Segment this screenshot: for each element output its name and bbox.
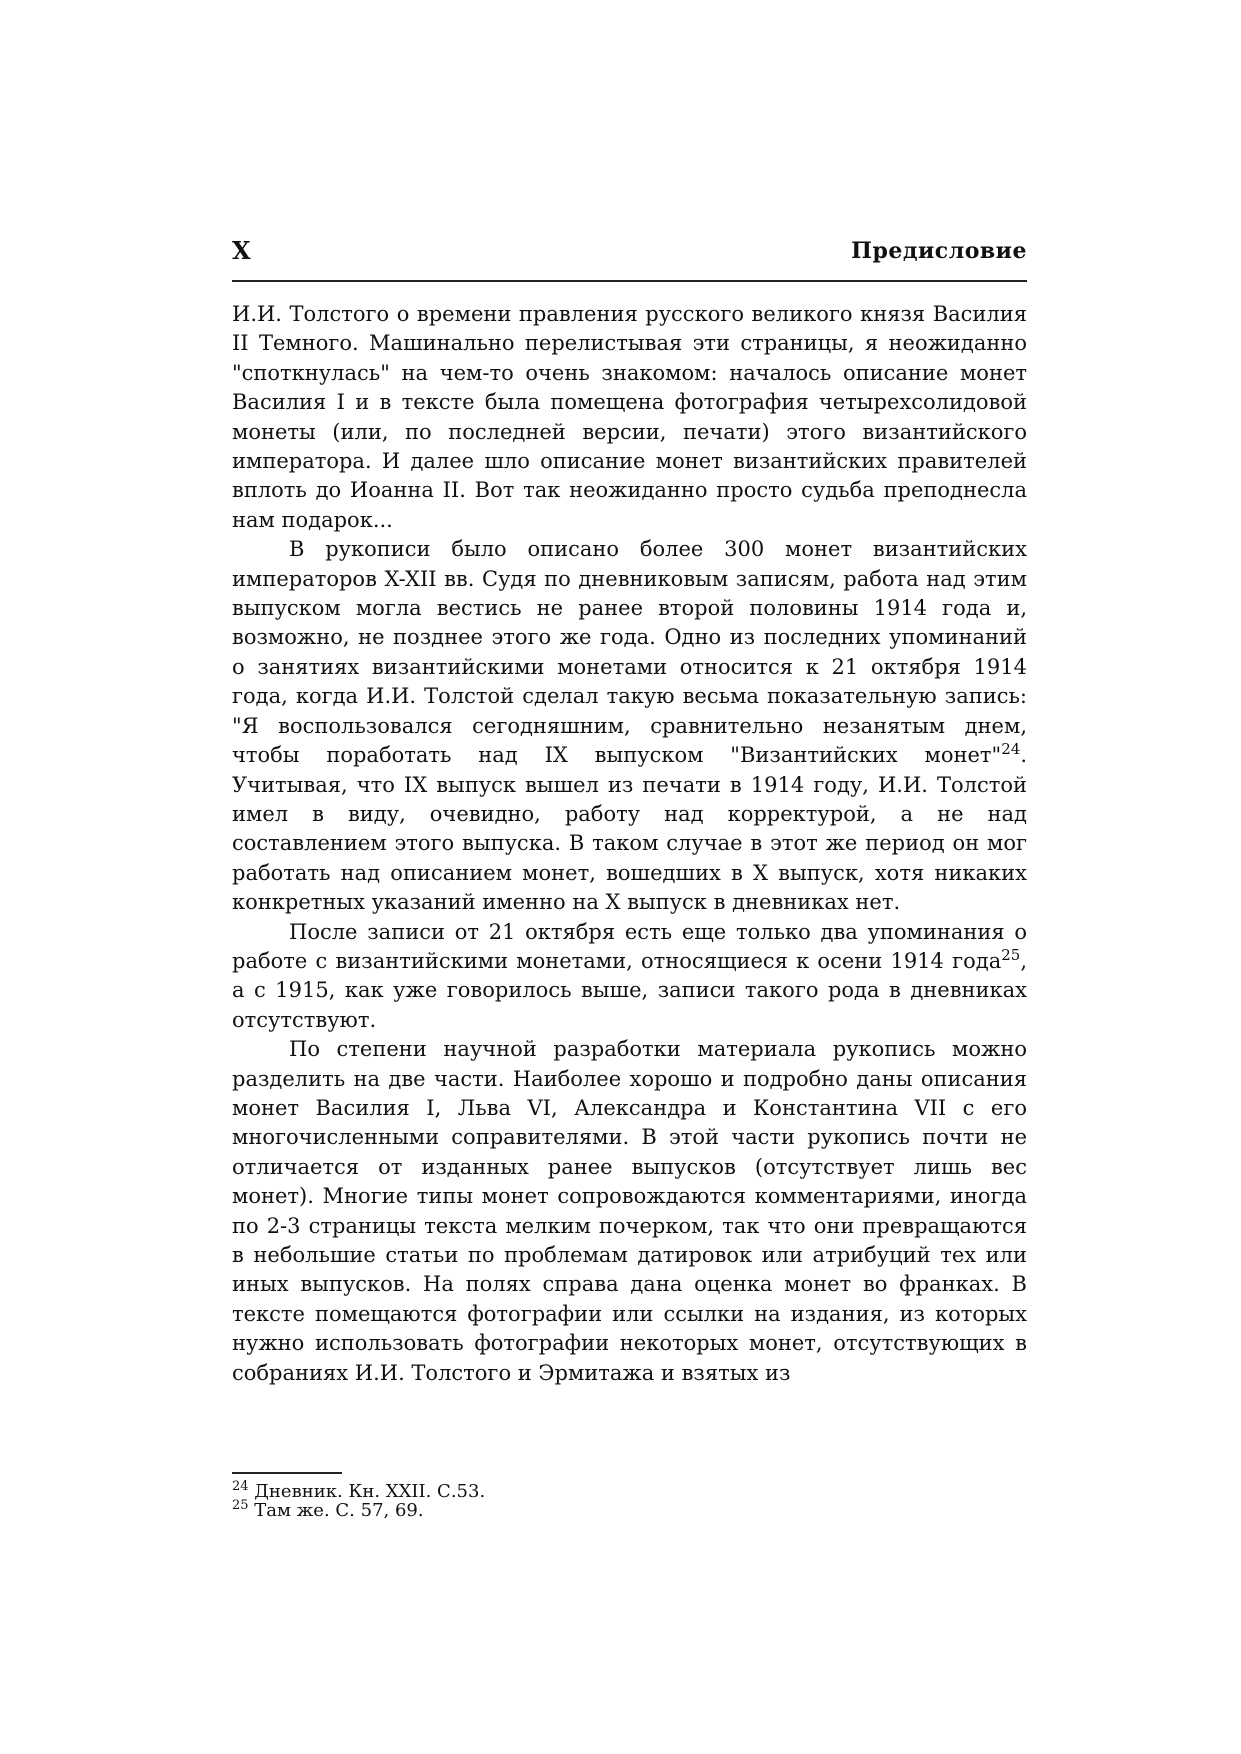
paragraph-3-text-a: После записи от 21 октября есть еще только два упоминания о работе с византийскими монетами, относящиеся к осени 1914 года xyxy=(232,919,1027,973)
page-number: X xyxy=(232,236,251,265)
body-text xyxy=(232,300,1027,1388)
paragraph-2-text-a: В рукописи было описано более 300 монет византийских императоров X-XII вв. Судя по дневниковым записям, работа над этим выпуском могла вестись не ранее второй половины 1914 года и, возможно, не позднее этого же года. Одно из последних упоминаний о занятиях византийскими монетами относится к 21 октября 1914 года, когда И.И. Толстой сделал такую весьма показательную запись: "Я воспользовался сегодняшним, сравнительно незанятым днем, чтобы поработать над IX выпуском "Византийских монет" xyxy=(232,537,1027,768)
footnotes xyxy=(232,1479,1027,1521)
footnote-text: Дневник. Кн. XXII. С.53. xyxy=(254,1481,486,1502)
footnote-text: Там же. С. 57, 69. xyxy=(254,1500,424,1521)
page-header xyxy=(232,236,1027,270)
footnote-item xyxy=(232,1498,1027,1521)
footnote-ref-25: 25 xyxy=(1001,945,1021,964)
running-head: Предисловие xyxy=(851,238,1027,264)
paragraph-2 xyxy=(232,535,1027,917)
footnote-mark: 25 xyxy=(232,1498,249,1513)
footnote-ref-24: 24 xyxy=(1001,740,1021,759)
paragraph-3 xyxy=(232,918,1027,1036)
header-rule xyxy=(232,280,1027,282)
footnote-mark: 24 xyxy=(232,1479,249,1494)
paragraph-1: И.И. Толстого о времени правления русского великого князя Василия II Темного. Машинально перелистывая эти страницы, я неожиданно "споткнулась" на чем-то очень знакомом: началось описание монет Василия I и в тексте была помещена фотография четырехсолидовой монеты (или, по последней версии, печати) этого византийского императора. И далее шло описание монет византийских правителей вплоть до Иоанна II. Вот так неожиданно просто судьба преподнесла нам подарок... xyxy=(232,302,1027,532)
paragraph-3-text-b: , а с 1915, как уже говорилось выше, записи такого рода в дневниках отсутствуют. xyxy=(232,948,1027,1032)
paragraph-2-text-b: . Учитывая, что IX выпуск вышел из печати в 1914 году, И.И. Толстой имел в виду, очевидно, работу над корректурой, а не над составлением этого выпуска. В таком случае в этот же период он мог работать над описанием монет, вошедших в X выпуск, хотя никаких конкретных указаний именно на X выпуск в дневниках нет. xyxy=(232,743,1027,915)
footnote-rule xyxy=(232,1472,342,1474)
footnote-item xyxy=(232,1479,1027,1502)
paragraph-4: По степени научной разработки материала рукопись можно разделить на две части. Наиболее хорошо и подробно даны описания монет Василия I, Льва VI, Александра и Константина VII с его многочисленными соправителями. В этой части рукопись почти не отличается от изданных ранее выпусков (отсутствует лишь вес монет). Многие типы монет сопровождаются комментариями, иногда по 2-3 страницы текста мелким почерком, так что они превращаются в небольшие статьи по проблемам датировок или атрибуций тех или иных выпусков. На полях справа дана оценка монет во франках. В тексте помещаются фотографии или ссылки на издания, из которых нужно использовать фотографии некоторых монет, отсутствующих в собраниях И.И. Толстого и Эрмитажа и взятых из xyxy=(232,1037,1027,1385)
